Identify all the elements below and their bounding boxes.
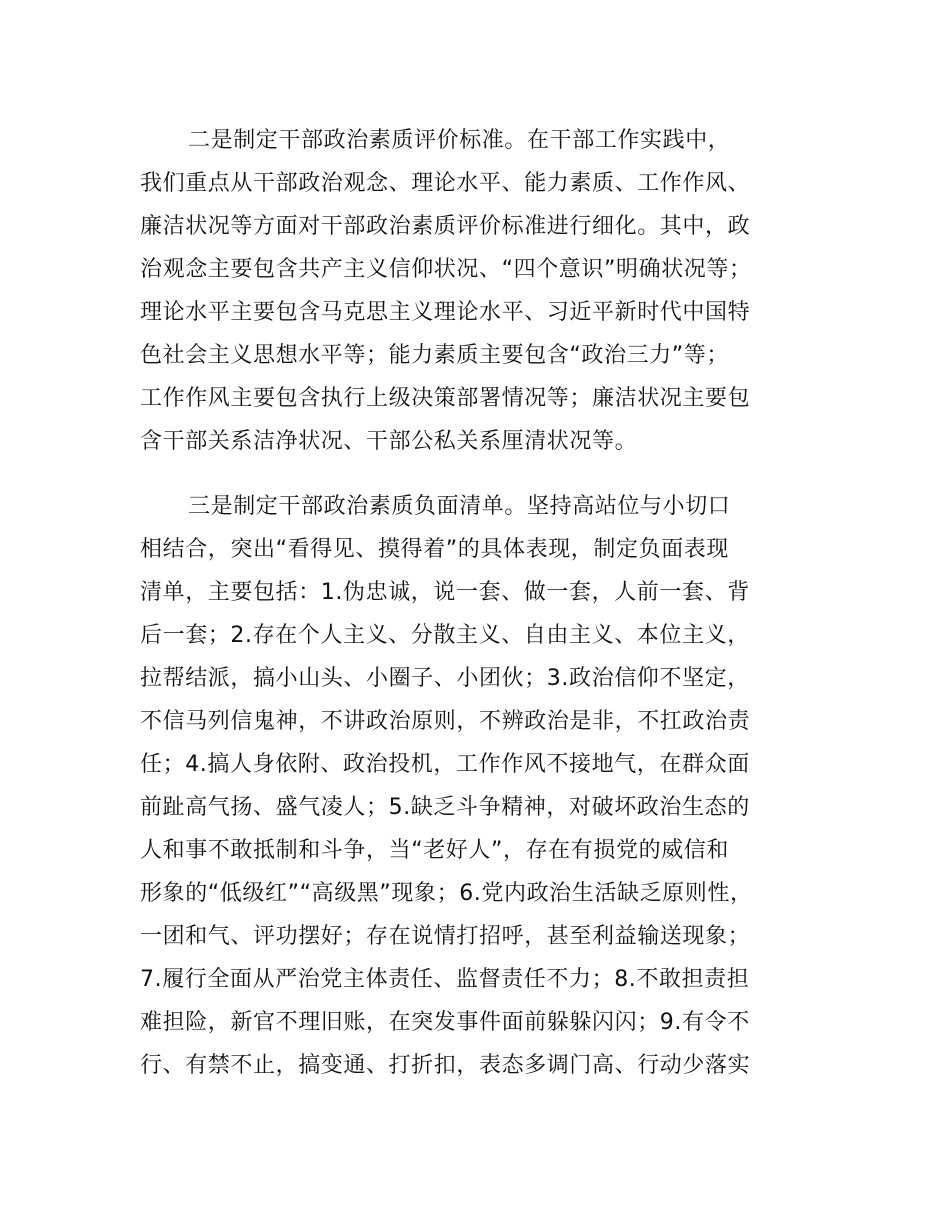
text-line: 后一套；2.存在个人主义、分散主义、自由主义、本位主义， [140, 623, 750, 648]
text-line: 二是制定干部政治素质评价标准。在干部工作实践中， [188, 128, 731, 153]
paragraph-evaluation-standard [140, 119, 830, 463]
text-line: 治观念主要包含共产主义信仰状况、“四个意识”明确状况等； [140, 257, 752, 282]
text-line: 我们重点从干部政治观念、理论水平、能力素质、工作作风、 [140, 171, 751, 196]
text-line: 不信马列信鬼神，不讲政治原则，不辨政治是非，不扛政治责 [140, 709, 751, 734]
text-line: 人和事不敢抵制和斗争，当“老好人”，存在有损党的威信和 [140, 838, 729, 863]
text-line: 含干部关系洁净状况、干部公私关系厘清状况等。 [140, 429, 638, 454]
text-line: 任；4.搞人身依附、政治投机，工作作风不接地气，在群众面 [140, 752, 750, 777]
text-line: 7.履行全面从严治党主体责任、监督责任不力；8.不敢担责担 [140, 967, 750, 992]
text-line: 三是制定干部政治素质负面清单。坚持高站位与小切口 [188, 494, 731, 519]
text-line: 相结合，突出“看得见、摸得着”的具体表现，制定负面表现 [140, 537, 729, 562]
text-line: 行、有禁不止，搞变通、打折扣，表态多调门高、行动少落实 [140, 1053, 751, 1078]
text-line: 色社会主义思想水平等；能力素质主要包含“政治三力”等； [140, 343, 729, 368]
text-line: 一团和气、评功摆好；存在说情打招呼，甚至利益输送现象； [140, 924, 751, 949]
text-line: 拉帮结派，搞小山头、小圈子、小团伙；3.政治信仰不坚定， [140, 666, 750, 691]
text-line: 工作作风主要包含执行上级决策部署情况等；廉洁状况主要包 [140, 386, 751, 411]
paragraph-negative-list [140, 485, 830, 1087]
text-line: 难担险，新官不理旧账，在突发事件面前躲躲闪闪；9.有令不 [140, 1010, 750, 1035]
text-line: 清单，主要包括：1.伪忠诚，说一套、做一套，人前一套、背 [140, 580, 750, 605]
text-line: 廉洁状况等方面对干部政治素质评价标准进行细化。其中，政 [140, 214, 751, 239]
text-line: 形象的“低级红”“高级黑”现象；6.党内政治生活缺乏原则性， [140, 881, 753, 906]
text-line: 前趾高气扬、盛气凌人；5.缺乏斗争精神，对破坏政治生态的 [140, 795, 750, 820]
text-line: 理论水平主要包含马克思主义理论水平、习近平新时代中国特 [140, 300, 751, 325]
